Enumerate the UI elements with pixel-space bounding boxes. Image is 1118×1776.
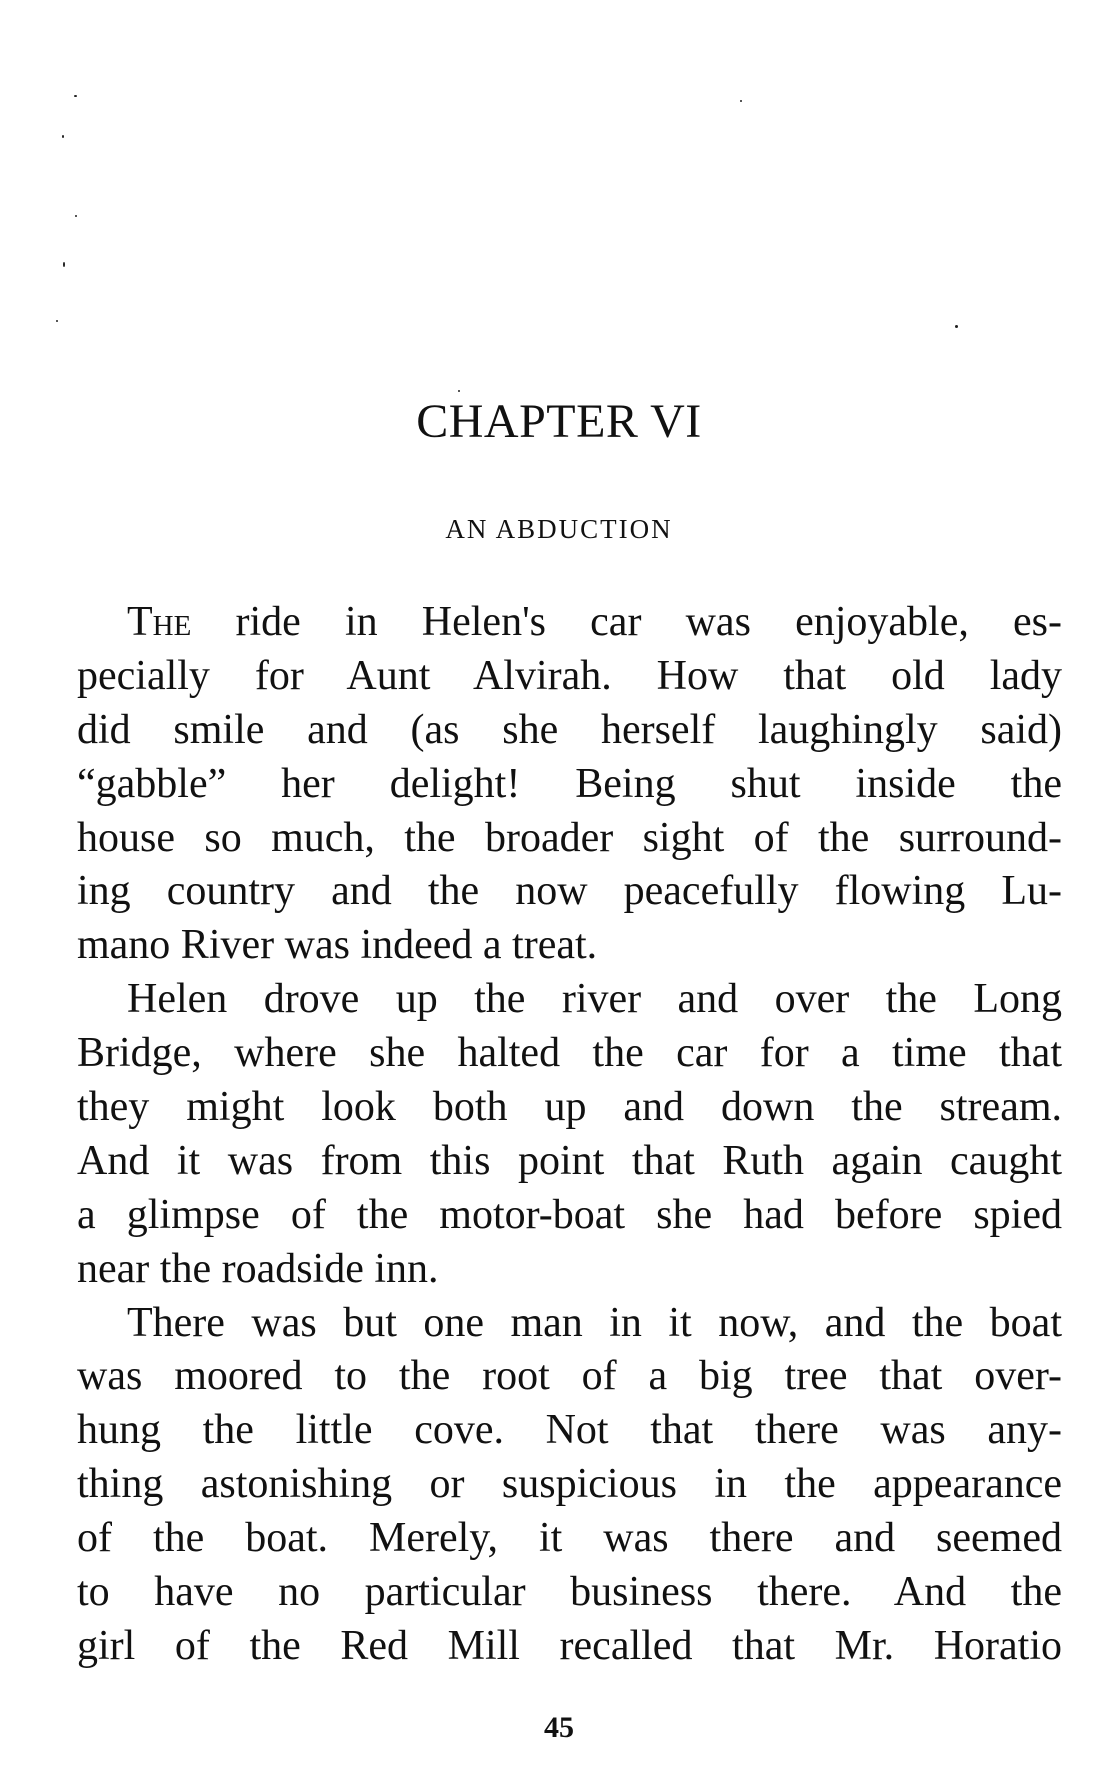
speck [56,320,58,322]
text-line: mano River was indeed a treat. [77,922,598,969]
text-line: of the boat. Merely, it was there and seemed [77,1515,1062,1562]
speck [75,215,77,217]
speck [740,100,742,102]
text-line: house so much, the broader sight of the surround- [77,814,1062,861]
text-line: near the roadside inn. [77,1245,439,1292]
text-line: hung the little cove. Not that there was any- [77,1407,1062,1454]
text-line [77,596,1062,650]
text-line: pecially for Aunt Alvirah. How that old lady [77,652,1062,699]
text-line: did smile and (as she herself laughingly said) [77,706,1062,753]
paragraph [77,1297,1062,1674]
chapter-subtitle: AN ABDUCTION [445,514,673,544]
text-line: And it was from this point that Ruth again caught [77,1137,1062,1184]
opening-word: The [127,599,192,645]
text-line: There was but one man in it now, and the boat [127,1299,1062,1346]
text-line: Helen drove up the river and over the Long [127,976,1062,1023]
text-line: they might look both up and down the stream. [77,1084,1062,1131]
text-line-rest: ride in Helen's car was enjoyable, es- [191,599,1062,645]
text-line: girl of the Red Mill recalled that Mr. Horatio [77,1622,1062,1669]
text-line: thing astonishing or suspicious in the appearance [77,1461,1062,1508]
paragraph [77,973,1062,1296]
speck [62,135,64,138]
paragraph [77,596,1062,973]
text-line: “gabble” her delight! Being shut inside the [77,760,1062,807]
chapter-title: CHAPTER VI [416,395,702,448]
speck [955,325,958,328]
text-line: ing country and the now peacefully flowing Lu- [77,868,1062,915]
speck [63,262,65,267]
speck [74,95,77,97]
text-line: was moored to the root of a big tree that over- [77,1353,1062,1400]
text-line: Bridge, where she halted the car for a time that [77,1030,1062,1077]
text-line: to have no particular business there. And the [77,1569,1062,1616]
text-line: a glimpse of the motor-boat she had before spied [77,1191,1062,1238]
page-number: 45 [544,1711,574,1744]
body-text [77,596,1062,1674]
